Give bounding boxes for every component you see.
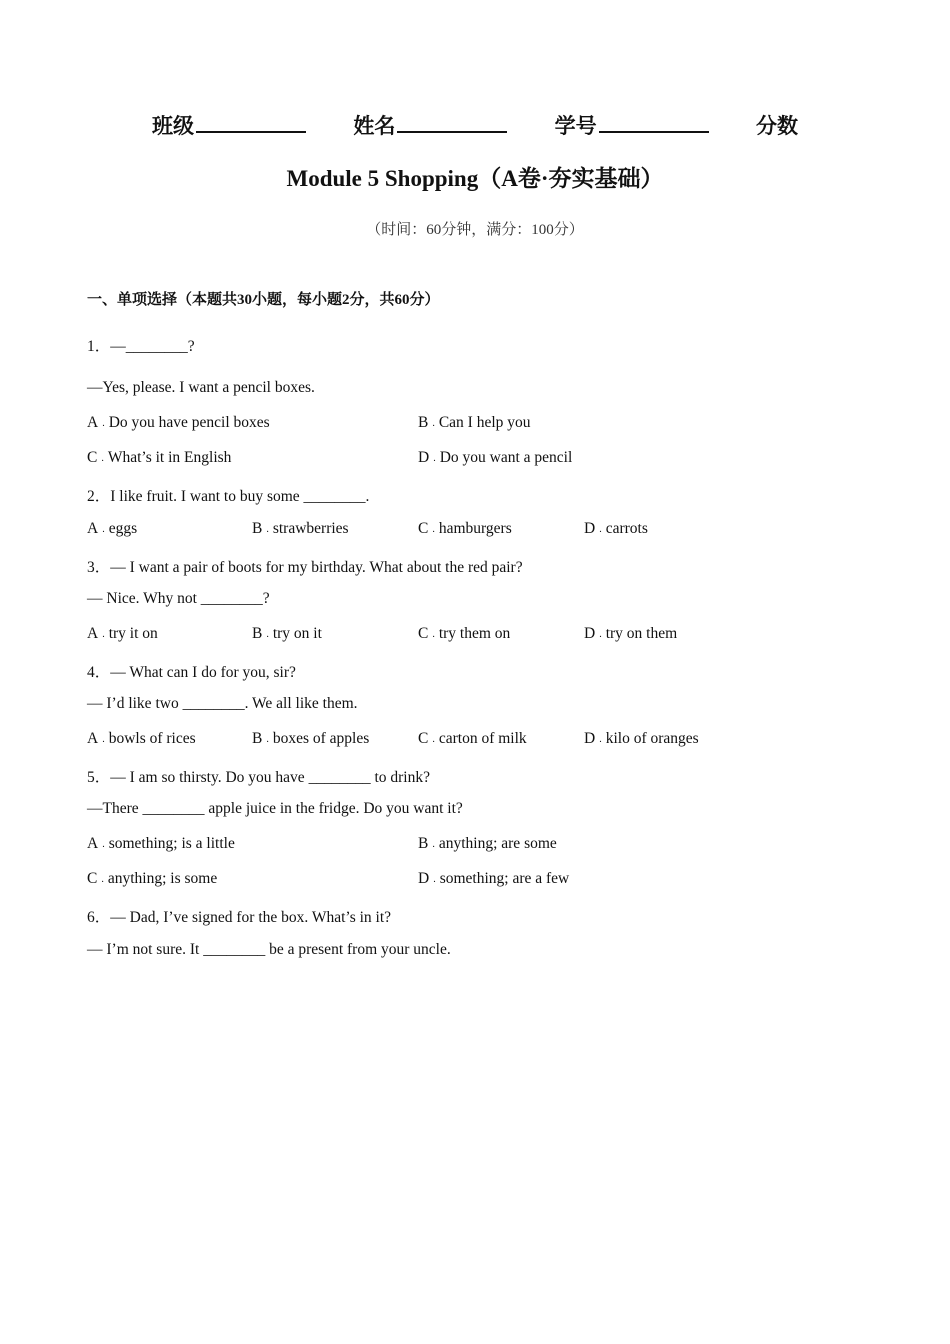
option-text: something; are a few: [439, 870, 570, 887]
q3-option-c[interactable]: C . try them on: [418, 625, 511, 642]
q2-option-d[interactable]: D . carrots: [584, 520, 648, 537]
q3-option-a[interactable]: A . try it on: [87, 625, 158, 642]
option-text: try on them: [605, 625, 678, 642]
name-label: 姓名: [353, 114, 396, 138]
option-letter: A: [87, 835, 99, 852]
q5-option-c[interactable]: C . anything; is some: [87, 870, 218, 887]
option-letter: D: [584, 520, 596, 537]
option-letter: A: [87, 520, 99, 537]
section-heading: 一、单项选择（本题共30小题，每小题2分，共60分）: [87, 292, 440, 308]
option-letter: D: [418, 870, 430, 887]
question-5-response: —There ________ apple juice in the fridge. Do you want it?: [87, 800, 463, 817]
q1-option-a[interactable]: A . Do you have pencil boxes: [87, 414, 270, 431]
option-letter: C: [418, 520, 429, 537]
option-letter: D: [418, 449, 430, 466]
option-letter: D: [584, 625, 596, 642]
option-text: anything; are some: [438, 835, 557, 852]
question-1-response: —Yes, please. I want a pencil boxes.: [87, 379, 315, 396]
option-letter: C: [87, 870, 98, 887]
option-letter: B: [418, 414, 429, 431]
option-text: bowls of rices: [108, 730, 196, 747]
option-letter: A: [87, 414, 99, 431]
score-label: 分数: [755, 114, 798, 138]
student-id-field: [555, 110, 709, 140]
option-letter: C: [87, 449, 98, 466]
option-text: Can I help you: [438, 414, 531, 431]
q4-option-a[interactable]: A . bowls of rices: [87, 730, 196, 747]
option-letter: B: [418, 835, 429, 852]
page-title: Module 5 Shopping（A卷·夯实基础）: [286, 166, 664, 191]
option-text: boxes of apples: [272, 730, 370, 747]
score-field: [756, 110, 798, 140]
q4-option-d[interactable]: D . kilo of oranges: [584, 730, 699, 747]
option-text: eggs: [108, 520, 138, 537]
option-text: carton of milk: [438, 730, 527, 747]
option-text: try them on: [438, 625, 511, 642]
q4-option-b[interactable]: B . boxes of apples: [252, 730, 370, 747]
q2-option-c[interactable]: C . hamburgers: [418, 520, 512, 537]
question-3-response: — Nice. Why not ________?: [87, 590, 270, 607]
name-field: [353, 110, 507, 140]
option-letter: C: [418, 730, 429, 747]
question-6-response: — I’m not sure. It ________ be a present from your uncle.: [87, 941, 451, 958]
option-text: try it on: [108, 625, 158, 642]
q1-option-d[interactable]: D . Do you want a pencil: [418, 449, 573, 466]
question-1-stem: 1．—________?: [87, 338, 195, 355]
option-text: Do you have pencil boxes: [108, 414, 270, 431]
question-4-response: — I’d like two ________. We all like them.: [87, 695, 358, 712]
option-text: Do you want a pencil: [439, 449, 573, 466]
q4-option-c[interactable]: C . carton of milk: [418, 730, 527, 747]
question-3-stem: 3．— I want a pair of boots for my birthday. What about the red pair?: [87, 559, 523, 576]
option-text: carrots: [605, 520, 648, 537]
student-id-label: 学号: [554, 114, 597, 138]
student-info-header: [0, 110, 950, 140]
question-2-stem: 2．I like fruit. I want to buy some ________.: [87, 488, 370, 505]
class-label: 班级: [152, 114, 195, 138]
option-text: What’s it in English: [107, 449, 232, 466]
option-letter: B: [252, 520, 263, 537]
question-4-stem: 4．— What can I do for you, sir?: [87, 664, 296, 681]
question-5-stem: 5．— I am so thirsty. Do you have ________ to drink?: [87, 769, 430, 786]
q3-option-d[interactable]: D . try on them: [584, 625, 678, 642]
option-text: kilo of oranges: [605, 730, 699, 747]
exam-time-info: （时间：60分钟，满分：100分）: [366, 222, 584, 238]
q5-option-a[interactable]: A . something; is a little: [87, 835, 235, 852]
q1-option-c[interactable]: C . What’s it in English: [87, 449, 232, 466]
option-letter: A: [87, 730, 99, 747]
q1-option-b[interactable]: B . Can I help you: [418, 414, 531, 431]
name-blank[interactable]: [397, 113, 507, 133]
q5-option-b[interactable]: B . anything; are some: [418, 835, 557, 852]
option-text: anything; is some: [107, 870, 218, 887]
option-letter: B: [252, 625, 263, 642]
option-text: something; is a little: [108, 835, 235, 852]
option-letter: A: [87, 625, 99, 642]
option-letter: C: [418, 625, 429, 642]
option-text: hamburgers: [438, 520, 512, 537]
student-id-blank[interactable]: [599, 113, 709, 133]
option-letter: B: [252, 730, 263, 747]
q2-option-a[interactable]: A . eggs: [87, 520, 138, 537]
q5-option-d[interactable]: D . something; are a few: [418, 870, 570, 887]
class-blank[interactable]: [196, 113, 306, 133]
option-letter: D: [584, 730, 596, 747]
q3-option-b[interactable]: B . try on it: [252, 625, 322, 642]
class-field: [152, 110, 306, 140]
q2-option-b[interactable]: B . strawberries: [252, 520, 349, 537]
question-6-stem: 6．— Dad, I’ve signed for the box. What’s in it?: [87, 909, 392, 926]
option-text: try on it: [272, 625, 322, 642]
option-text: strawberries: [272, 520, 349, 537]
